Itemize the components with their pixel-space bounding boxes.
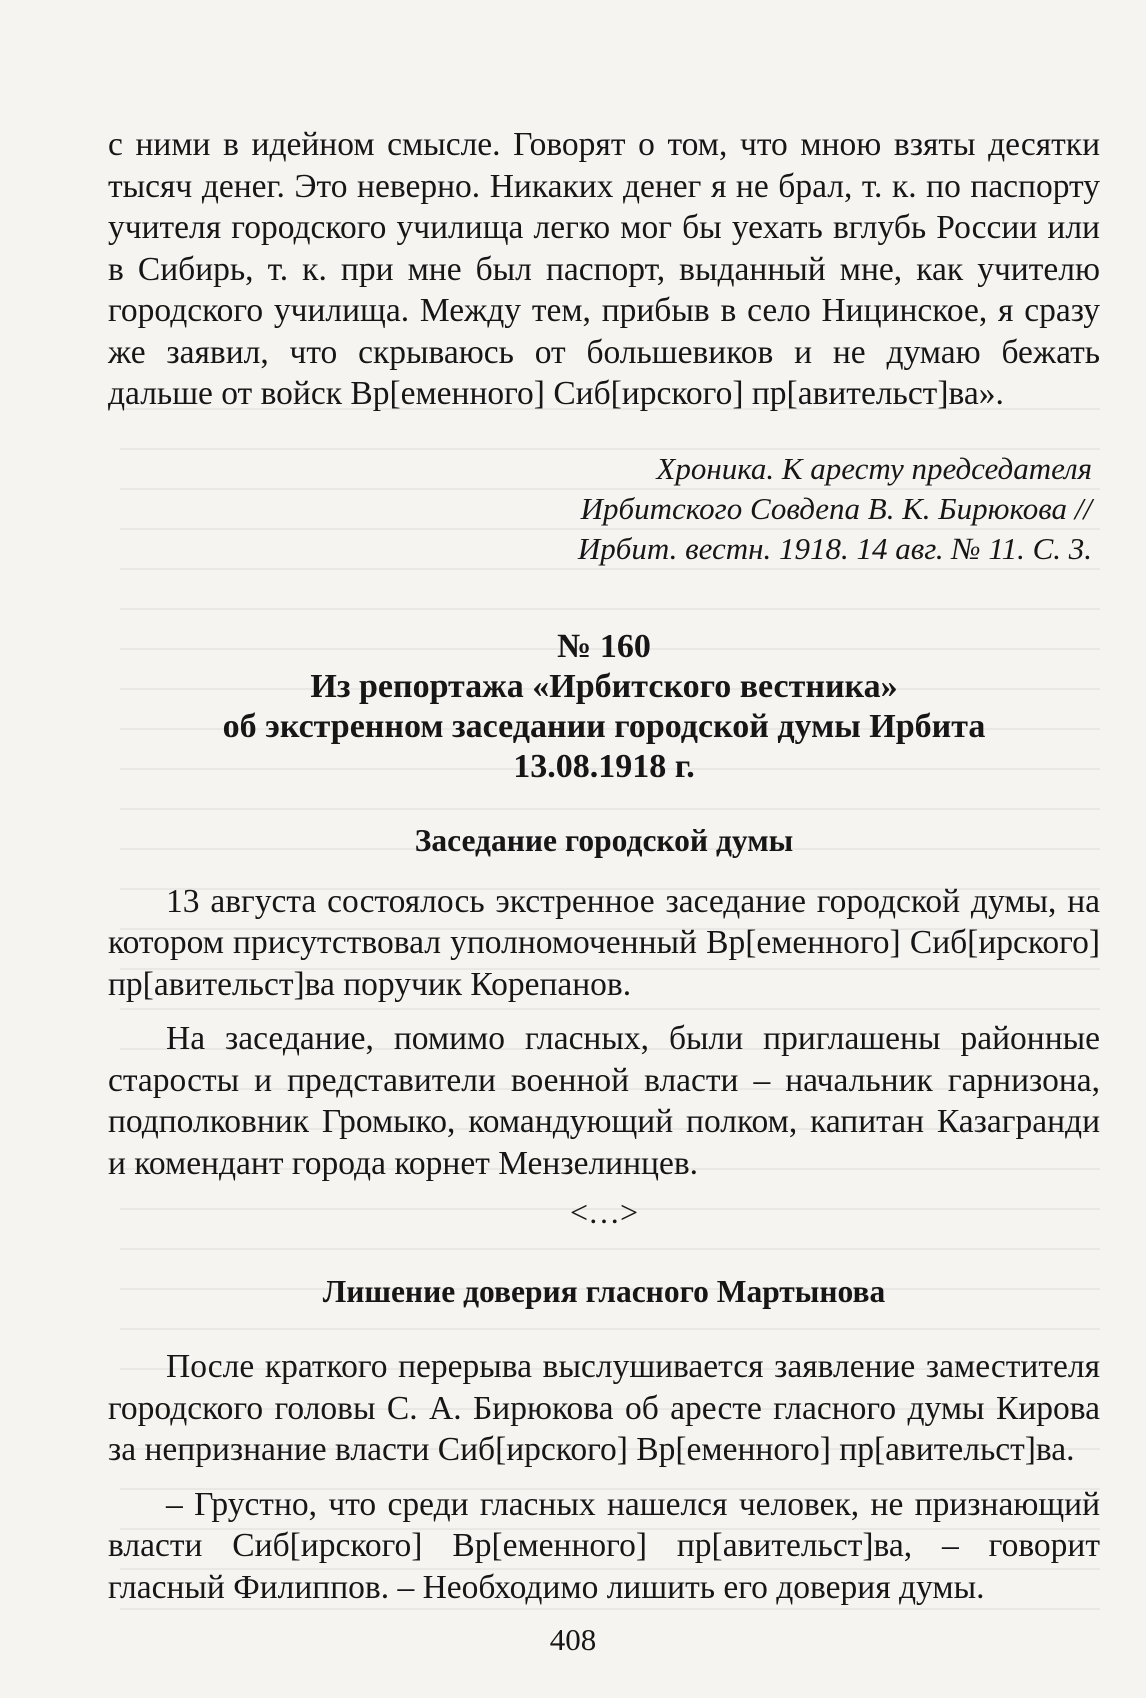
source-line-1: Хроника. К аресту председателя <box>656 450 1092 486</box>
section2-paragraph-2: – Грустно, что среди гласных нашелся человек, не признающий власти Сиб[ирского] Вр[еменного] пр[авительст]ва, – говорит гласный Филиппов. – Необходимо лишить его доверия думы. <box>108 1485 1100 1606</box>
document-number: № 160 <box>557 627 651 665</box>
document-title-line-2: об экстренном заседании городской думы Ирбита <box>222 707 986 745</box>
document-title-line-3: 13.08.1918 г. <box>513 747 695 785</box>
source-line-2: Ирбитского Совдепа В. К. Бирюкова // <box>580 490 1092 526</box>
section1-paragraph-1: 13 августа состоялось экстренное заседание городской думы, на котором присутствовал уполномоченный Вр[еменного] Сиб[ирского] пр[авительст]ва поручик Корепанов. <box>108 882 1100 1003</box>
section1-paragraph-2: На заседание, помимо гласных, были приглашены районные старосты и представители военной власти – начальник гарнизона, подполковник Громыко, командующий полком, капитан Казагранди и комендант города корнет Мензелинцев. <box>108 1020 1100 1182</box>
page-number: 408 <box>549 1622 597 1657</box>
source-line-3: Ирбит. вестн. 1918. 14 авг. № 11. С. 3. <box>577 530 1092 566</box>
page-text-block <box>108 124 1100 1608</box>
omission-mark: <…> <box>569 1194 639 1230</box>
section-heading-duma-meeting: Заседание городской думы <box>414 822 794 858</box>
document-title <box>108 667 1100 787</box>
section-heading-martynov: Лишение доверия гласного Мартынова <box>322 1274 886 1309</box>
source-citation <box>108 449 1100 569</box>
intro-paragraph: с ними в идейном смысле. Говорят о том, что мною взяты десятки тысяч денег. Это неверно. Никаких денег я не брал, т. к. по паспорту учителя городского училища легко мог бы уехать вглубь России или в Сибирь, т. к. при мне был паспорт, выданный мне, как учителю городского училища. Между тем, прибыв в село Ницинское, я сразу же заявил, что скрываюсь от большевиков и не думаю бежать дальше от войск Вр[еменного] Сиб[ирского] пр[авительст]ва». <box>108 126 1100 412</box>
section2-paragraph-1: После краткого перерыва выслушивается заявление заместителя городского головы С. А. Бирюкова об аресте гласного думы Кирова за непризнание власти Сиб[ирского] Вр[еменного] пр[авительст]ва. <box>108 1348 1100 1468</box>
document-title-line-1: Из репортажа «Ирбитского вестника» <box>310 667 898 705</box>
